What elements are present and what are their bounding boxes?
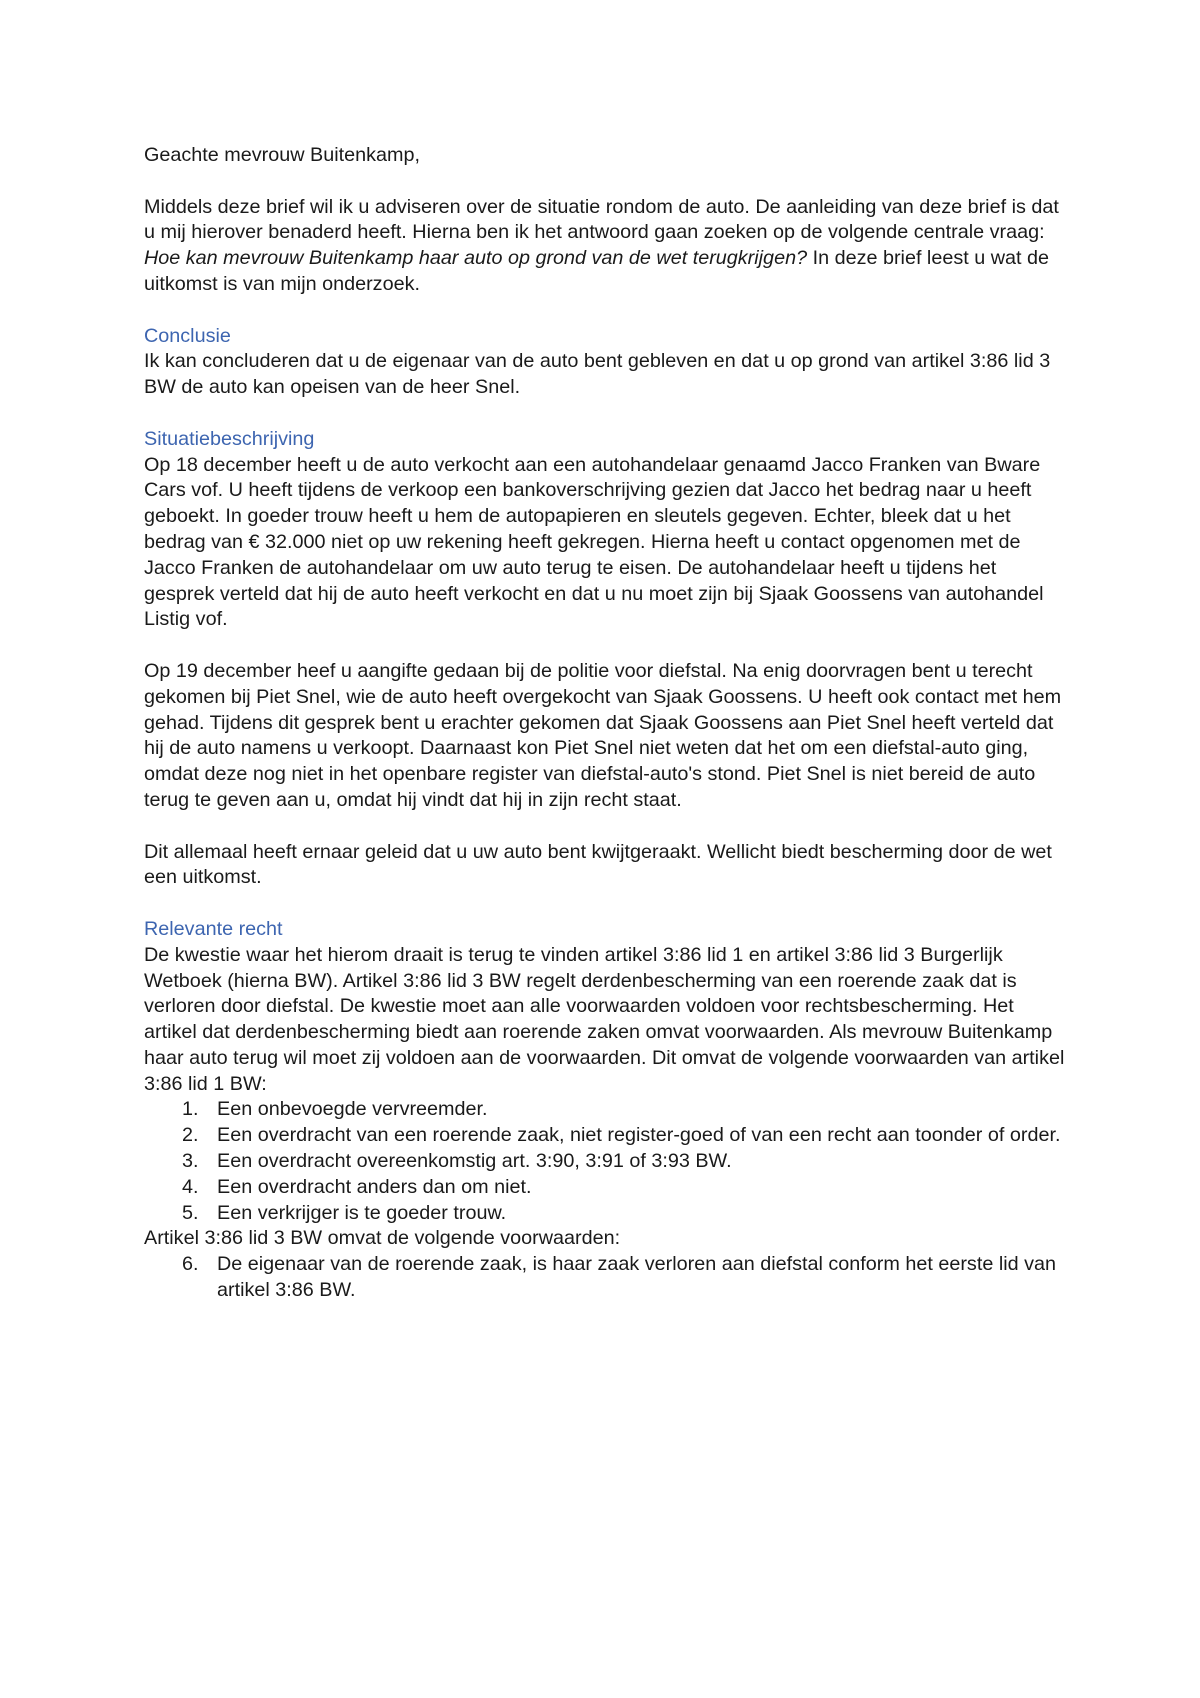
central-question: Hoe kan mevrouw Buitenkamp haar auto op grond van de wet terugkrijgen? [144, 247, 808, 270]
list-text: Een overdracht anders dan om niet. [217, 1175, 532, 1198]
salutation: Geachte mevrouw Buitenkamp, [144, 144, 420, 166]
list-number: 3. [182, 1150, 199, 1173]
situatie-paragraph-2: Op 19 december heef u aangifte gedaan bij de politie voor diefstal. Na enig doorvragen bent u terecht gekomen bij Piet Snel, wie de auto heeft overgekocht van Sjaak Goossens. U heeft ook contact met hem gehad. Tijdens dit gesprek bent u erachter gekomen dat Sjaak Goossens aan Piet Snel heeft verteld dat hij de auto namens u verkoopt. Daarnaast kon Piet Snel niet weten dat het om een diefstal-auto ging, omdat deze nog niet in het openbare register van diefstal-auto's stond. Piet Snel is niet bereid de auto terug te geven aan u, omdat hij vindt dat hij in zijn recht staat. [144, 659, 1062, 811]
list-item [144, 1175, 1069, 1201]
list-item [144, 1252, 1069, 1304]
list-number: 1. [182, 1098, 199, 1121]
heading-situatiebeschrijving: Situatiebeschrijving [144, 427, 315, 450]
situatie-paragraph-1: Op 18 december heeft u de auto verkocht aan een autohandelaar genaamd Jacco Franken van Bware Cars vof. U heeft tijdens de verkoop een bankoverschrijving gezien dat Jacco het bedrag naar u heeft geboekt. In goeder trouw heeft u hem de autopapieren en sleutels gegeven. Echter, bleek dat u het bedrag van € 32.000 niet op uw rekening heeft gekregen. Hierna heeft u contact opgenomen met de Jacco Franken de autohandelaar om uw auto terug te eisen. De autohandelaar heeft u tijdens het gesprek verteld dat hij de auto heeft verkocht en dat u nu moet zijn bij Sjaak Goossens van autohandel Listig vof. [144, 453, 1044, 631]
list-number: 6. [182, 1253, 199, 1276]
list-item [144, 1123, 1069, 1149]
list-item [144, 1097, 1069, 1123]
list-number: 5. [182, 1201, 199, 1224]
intro-text-end: In deze brief leest u wat de uitkomst is van mijn onderzoek. [144, 247, 1049, 295]
list-text: Een onbevoegde vervreemder. [217, 1098, 488, 1121]
list-number: 4. [182, 1175, 199, 1198]
letter-page [144, 143, 1069, 1304]
heading-relevante-recht: Relevante recht [144, 917, 283, 940]
list-item [144, 1149, 1069, 1175]
list-text: Een verkrijger is te goeder trouw. [217, 1201, 507, 1224]
list-number: 2. [182, 1124, 199, 1147]
situatie-paragraph-3: Dit allemaal heeft ernaar geleid dat u uw auto bent kwijtgeraakt. Wellicht biedt bescherming door de wet een uitkomst. [144, 840, 1052, 889]
list-text: De eigenaar van de roerende zaak, is haar zaak verloren aan diefstal conform het eerste lid van artikel 3:86 BW. [217, 1253, 1056, 1302]
voorwaarden-list-lid-1 [144, 1097, 1069, 1226]
conclusie-paragraph: Ik kan concluderen dat u de eigenaar van de auto bent gebleven en dat u op grond van artikel 3:86 lid 3 BW de auto kan opeisen van de heer Snel. [144, 350, 1051, 399]
voorwaarden-list-lid-3 [144, 1252, 1069, 1304]
list-text: Een overdracht van een roerende zaak, niet register-goed of van een recht aan toonder of order. [217, 1124, 1061, 1147]
intro-paragraph [144, 195, 1069, 298]
list-text: Een overdracht overeenkomstig art. 3:90, 3:91 of 3:93 BW. [217, 1150, 732, 1173]
recht-paragraph-2: Artikel 3:86 lid 3 BW omvat de volgende voorwaarden: [144, 1227, 621, 1250]
intro-text: Middels deze brief wil ik u adviseren over de situatie rondom de auto. De aanleiding van deze brief is dat u mij hierover benaderd heeft. Hierna ben ik het antwoord gaan zoeken op de volgende centrale vraag: [144, 195, 1059, 244]
recht-paragraph-1: De kwestie waar het hierom draait is terug te vinden artikel 3:86 lid 1 en artikel 3:86 lid 3 Burgerlijk Wetboek (hierna BW). Artikel 3:86 lid 3 BW regelt derdenbescherming van een roerende zaak dat is verloren door diefstal. De kwestie moet aan alle voorwaarden voldoen voor rechtsbescherming. Het artikel dat derdenbescherming biedt aan roerende zaken omvat voorwaarden. Als mevrouw Buitenkamp haar auto terug wil moet zij voldoen aan de voorwaarden. Dit omvat de volgende voorwaarden van artikel 3:86 lid 1 BW: [144, 943, 1065, 1095]
heading-conclusie: Conclusie [144, 324, 231, 347]
list-item [144, 1201, 1069, 1227]
